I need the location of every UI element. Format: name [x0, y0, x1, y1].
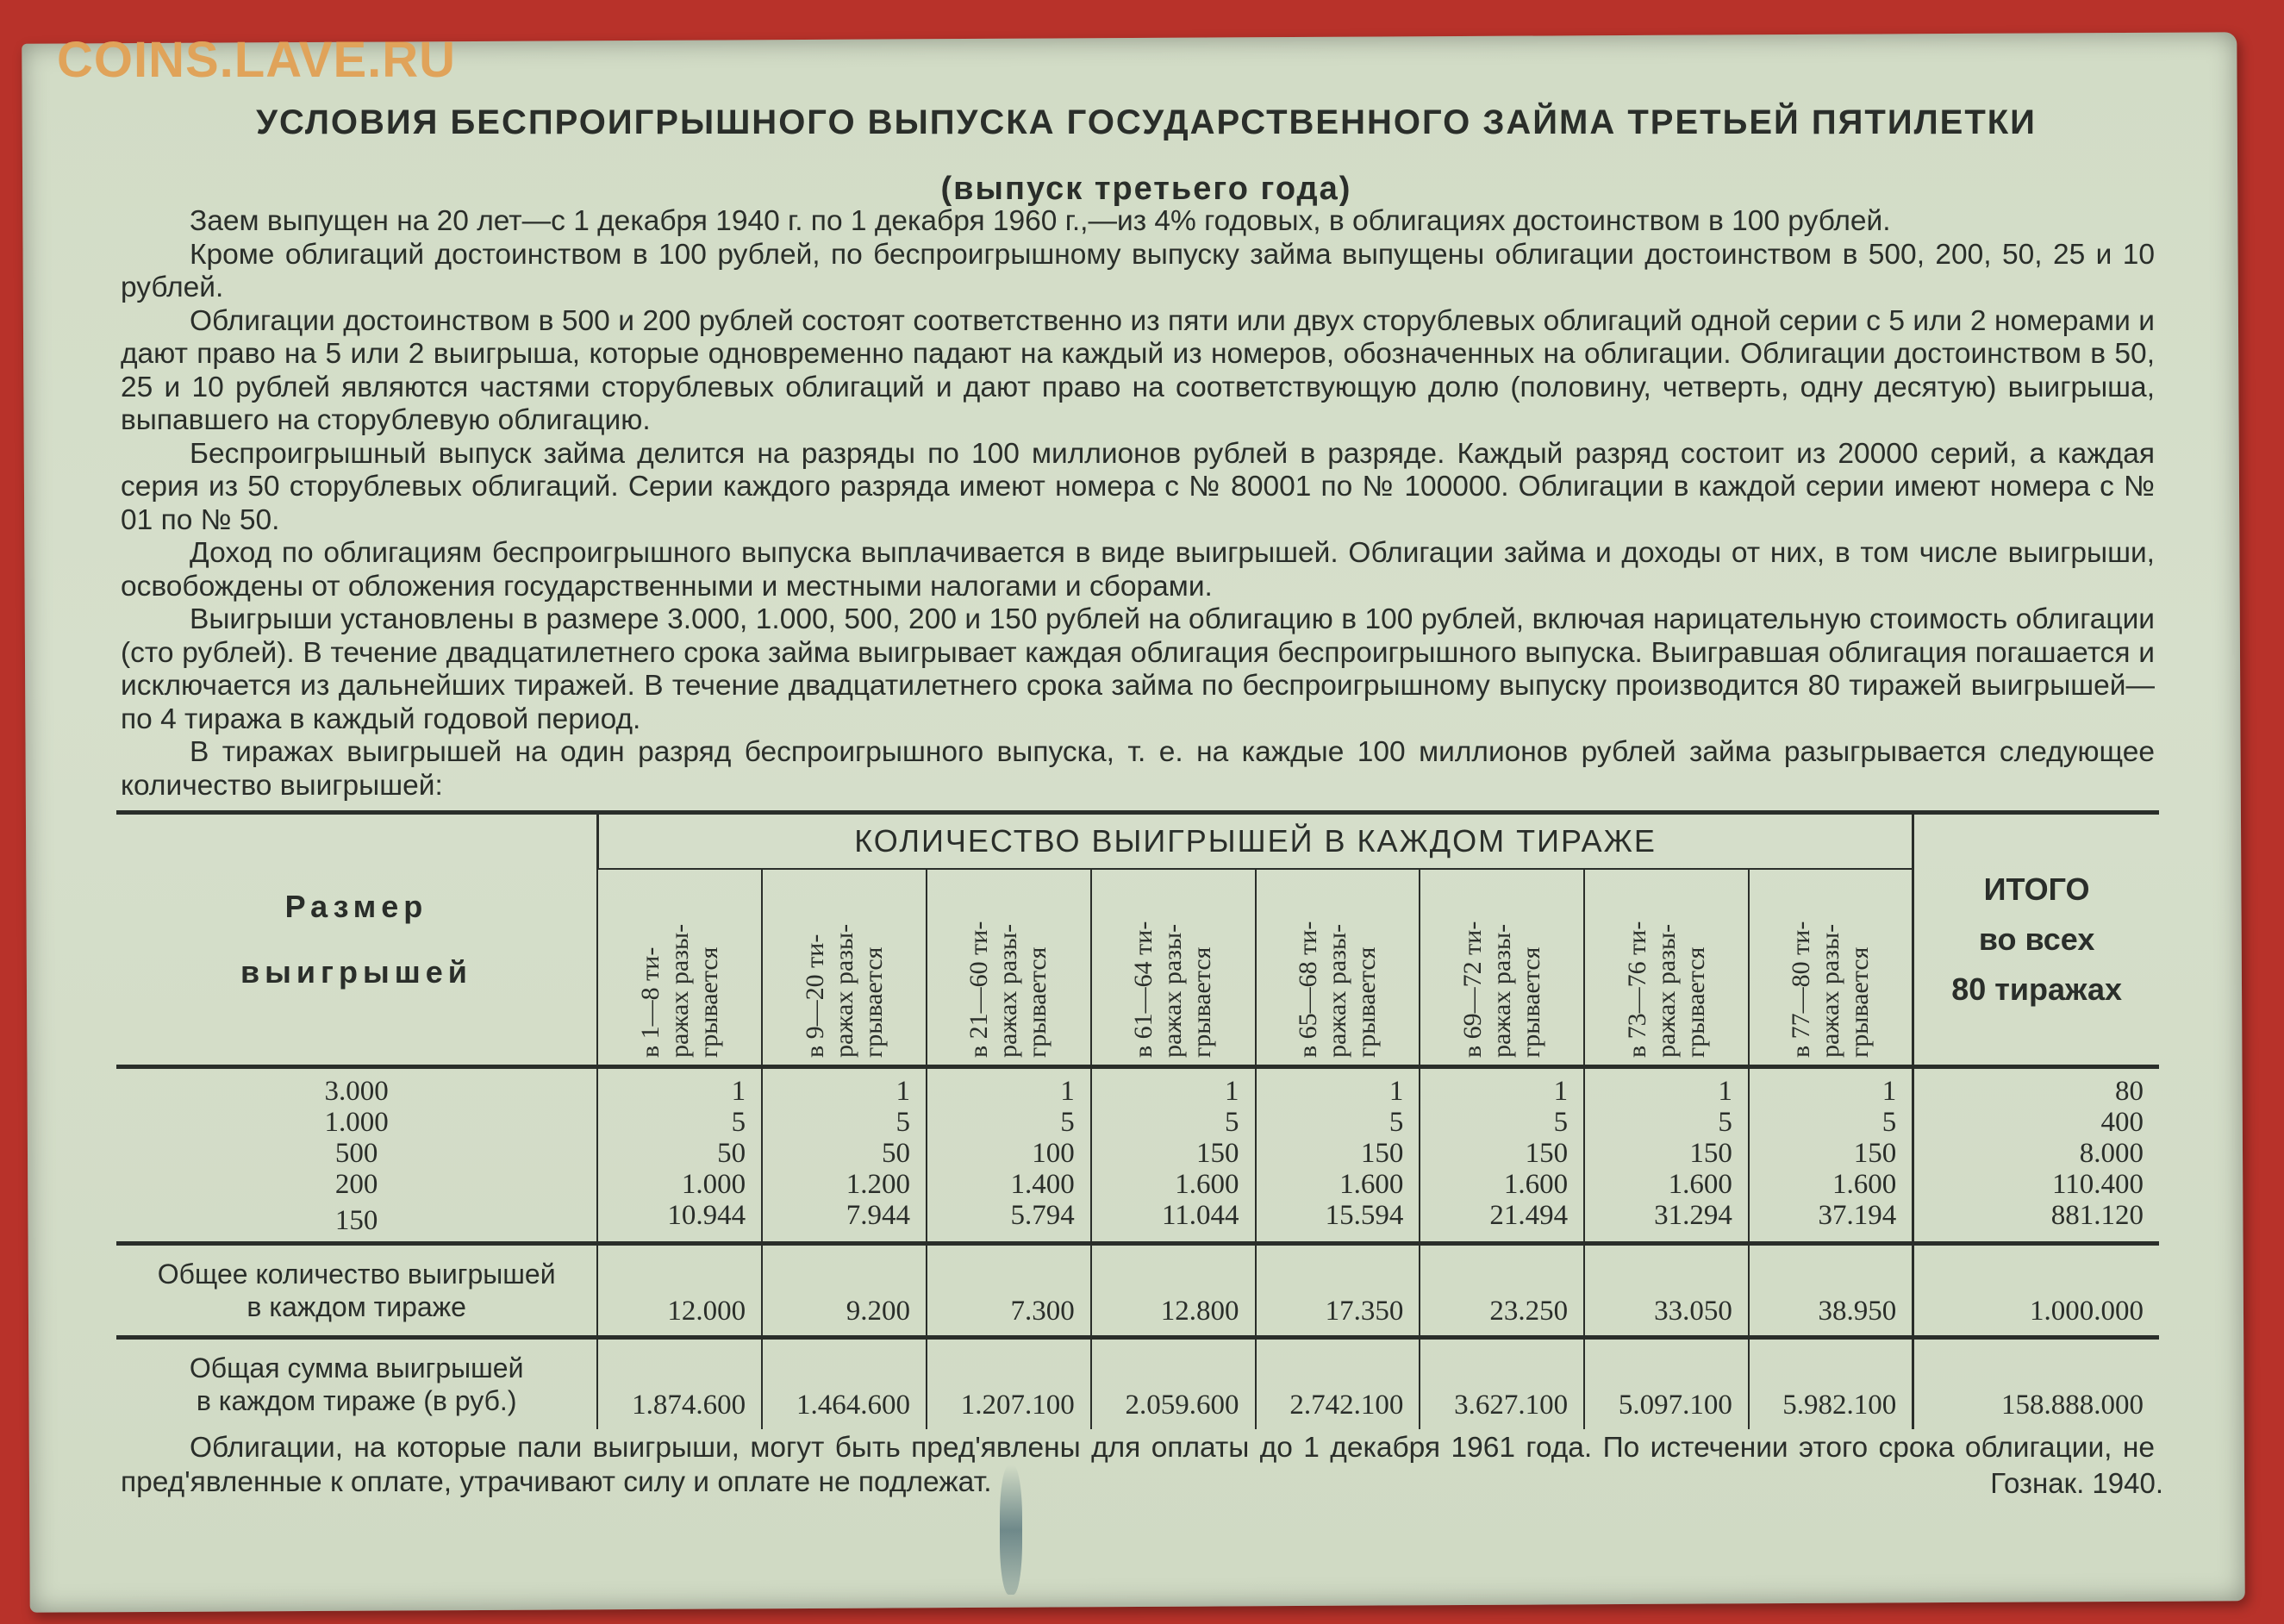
- table-cell: 1: [1584, 1067, 1749, 1108]
- table-cell: 5.097.100: [1584, 1338, 1749, 1430]
- draw-column-header: [762, 869, 927, 1067]
- draw-column-label: [1294, 877, 1382, 1058]
- paragraph: Кроме облигаций достоинством в 100 рублей, по беспроигрышному выпуску займа выпущены облигации достоинством в 500, 200, 50, 25 и 10 рублей.: [121, 238, 2155, 303]
- ink-stain: [1000, 1465, 1022, 1595]
- draw-column-label-line: грывается: [858, 946, 888, 1058]
- draw-column-label-line: ражах разы-: [829, 923, 858, 1058]
- total-header-line: во всех: [1978, 921, 2095, 957]
- table-cell: 1.600: [1584, 1169, 1749, 1200]
- paragraph: Заем выпущен на 20 лет—с 1 декабря 1940 г. по 1 декабря 1960 г.,—из 4% годовых, в облигациях достоинством в 100 рублей.: [190, 205, 1891, 237]
- draw-column-label: [801, 877, 889, 1058]
- draw-column-header: [1256, 869, 1420, 1067]
- table-cell: 1.600: [1749, 1169, 1913, 1200]
- table-cell: 50: [597, 1138, 762, 1169]
- total-column-header: [1913, 813, 2159, 1067]
- total-header-line: ИТОГО: [1983, 871, 2090, 907]
- table-cell: 1: [597, 1067, 762, 1108]
- footer-paragraph: Облигации, на которые пали выигрыши, могут быть пред'явлены для оплаты до 1 декабря 1961 года. По истечении этого срока облигации, не пред'явленные к оплате, утрачивают силу и оплате не подлежат.: [121, 1432, 2155, 1498]
- table-cell: 5: [1256, 1107, 1420, 1138]
- draw-column-label-line: грывается: [1845, 946, 1875, 1058]
- table-cell: 150: [1749, 1138, 1913, 1169]
- draw-column-header: [1420, 869, 1584, 1067]
- label-line: в каждом тираже (в руб.): [196, 1385, 517, 1416]
- table-cell: 5: [1420, 1107, 1584, 1138]
- table-cell: 1: [1420, 1067, 1584, 1108]
- draw-column-label-line: ражах разы-: [1816, 923, 1845, 1058]
- table-cell: 5: [597, 1107, 762, 1138]
- draw-column-label: [636, 877, 724, 1058]
- total-count-row: [116, 1244, 2159, 1338]
- table-cell: 1: [1749, 1067, 1913, 1108]
- table-cell: 33.050: [1584, 1244, 1749, 1338]
- table-cell: 23.250: [1420, 1244, 1584, 1338]
- table-cell: 12.800: [1091, 1244, 1256, 1338]
- table-cell: 15.594: [1256, 1200, 1420, 1244]
- size-header-line: Размер: [284, 889, 428, 924]
- draw-column-label-line: грывается: [1681, 946, 1710, 1058]
- table-cell: 1.600: [1256, 1169, 1420, 1200]
- total-sum-label: [116, 1338, 597, 1430]
- prize-size: 200: [334, 1169, 378, 1200]
- draw-column-label: [964, 877, 1052, 1058]
- table-cell: 110.400: [1913, 1169, 2159, 1200]
- table-cell: 100: [927, 1138, 1091, 1169]
- draw-column-label-line: ражах разы-: [1322, 923, 1351, 1058]
- table-cell: 158.888.000: [1913, 1338, 2159, 1430]
- printer-imprint: Гознак. 1940.: [1990, 1467, 2163, 1499]
- winnings-table: [116, 810, 2159, 1429]
- draw-column-header: [1584, 869, 1749, 1067]
- table-cell: 3.627.100: [1420, 1338, 1584, 1430]
- draw-column-label-line: в 73—76 ти-: [1622, 921, 1651, 1058]
- total-header-line: 80 тиражах: [1951, 971, 2123, 1007]
- prize-size: 500: [334, 1138, 378, 1169]
- paragraph: В тиражах выигрышей на один разряд беспроигрышного выпуска, т. е. на каждые 100 миллионов рублей займа разыгрывается следующее количество выигрышей:: [121, 736, 2155, 802]
- draw-column-label-line: в 61—64 ти-: [1129, 921, 1158, 1058]
- size-column-header: [116, 813, 597, 1067]
- table-cell: 1: [1091, 1067, 1256, 1108]
- table-cell: 1.200: [762, 1169, 927, 1200]
- draw-column-label-line: ражах разы-: [1651, 923, 1681, 1058]
- table-cell: 5: [927, 1107, 1091, 1138]
- label-line: в каждом тираже: [246, 1291, 466, 1322]
- table-cell: 5.982.100: [1749, 1338, 1913, 1430]
- table-cell: 5: [1749, 1107, 1913, 1138]
- table-row: [116, 1169, 2159, 1200]
- table-cell: 1.600: [1091, 1169, 1256, 1200]
- draw-column-label: [1458, 877, 1546, 1058]
- paragraph: Облигации достоинством в 500 и 200 рублей состоят соответственно из пяти или двух сторублевых облигаций одной серии с 5 или 2 номерами и дают право на 5 или 2 выигрыша, которые одновременно падают на каждый из номеров, обозначенных на облигации. Облигации достоинством в 50, 25 и 10 рублей являются частями сторублевых облигаций и дают право на соответствующую долю (половину, четверть, одну десятую) выигрыша, выпавшего на сторублевую облигацию.: [121, 304, 2155, 436]
- label-line: Общая сумма выигрышей: [189, 1352, 524, 1384]
- table-cell: 2.059.600: [1091, 1338, 1256, 1430]
- conditions-text: [121, 205, 2155, 803]
- table-cell: 7.944: [762, 1200, 927, 1244]
- total-count-label: [116, 1244, 597, 1338]
- draw-column-label: [1129, 877, 1217, 1058]
- paragraph: Выигрыши установлены в размере 3.000, 1.000, 500, 200 и 150 рублей на облигацию в 100 рублей, включая нарицательную стоимость облигации (сто рублей). В течение двадцатилетнего срока займа выигрывает каждая облигация беспроигрышного выпуска. Выигравшая облигация погашается и исключается из дальнейших тиражей. В течение двадцатилетнего срока займа по беспроигрышному выпуску производится 80 тиражей выигрышей—по 4 тиража в каждый годовой период.: [121, 603, 2155, 735]
- table-cell: 1.600: [1420, 1169, 1584, 1200]
- draws-group-header: КОЛИЧЕСТВО ВЫИГРЫШЕЙ В КАЖДОМ ТИРАЖЕ: [597, 813, 1913, 870]
- prize-table: [116, 810, 2159, 1429]
- table-row: [116, 1107, 2159, 1138]
- paragraph: Беспроигрышный выпуск займа делится на разряды по 100 миллионов рублей в разряде. Каждый разряд состоит из 20000 серий, а каждая серия из 50 сторублевых облигаций. Серии каждого разряда имеют номера с № 80001 по № 100000. Облигации в каждой серии имеют номера с № 01 по № 50.: [121, 437, 2155, 536]
- prize-size: 150: [334, 1205, 378, 1236]
- draw-column-header: [1749, 869, 1913, 1067]
- prize-size: 1.000: [324, 1107, 389, 1138]
- site-watermark: COINS.LAVE.RU: [57, 32, 457, 88]
- draw-column-label-line: ражах разы-: [1158, 923, 1188, 1058]
- label-line: Общее количество выигрышей: [157, 1259, 556, 1290]
- draw-column-header: [1091, 869, 1256, 1067]
- table-cell: 150: [1091, 1138, 1256, 1169]
- table-cell: 150: [1584, 1138, 1749, 1169]
- draw-column-label: [1787, 877, 1875, 1058]
- table-cell: 9.200: [762, 1244, 927, 1338]
- table-cell: 7.300: [927, 1244, 1091, 1338]
- document-title: УСЛОВИЯ БЕСПРОИГРЫШНОГО ВЫПУСКА ГОСУДАРСТВЕННОГО ЗАЙМА ТРЕТЬЕЙ ПЯТИЛЕТКИ: [256, 103, 2037, 141]
- table-cell: 400: [1913, 1107, 2159, 1138]
- table-cell: 881.120: [1913, 1200, 2159, 1244]
- table-row: [116, 1067, 2159, 1108]
- table-cell: 21.494: [1420, 1200, 1584, 1244]
- draw-column-label-line: ражах разы-: [665, 923, 694, 1058]
- table-cell: 1.000.000: [1913, 1244, 2159, 1338]
- draw-column-label: [1623, 877, 1711, 1058]
- draw-column-label-line: грывается: [694, 946, 723, 1058]
- table-cell: 17.350: [1256, 1244, 1420, 1338]
- footer-note: [121, 1431, 2155, 1500]
- table-cell: 150: [1420, 1138, 1584, 1169]
- table-cell: 37.194: [1749, 1200, 1913, 1244]
- table-cell: 2.742.100: [1256, 1338, 1420, 1430]
- table-cell: 80: [1913, 1067, 2159, 1108]
- draw-column-label-line: ражах разы-: [1487, 923, 1516, 1058]
- draw-column-label-line: в 77—80 ти-: [1787, 921, 1816, 1058]
- table-cell: 1.207.100: [927, 1338, 1091, 1430]
- table-cell: 1.000: [597, 1169, 762, 1200]
- table-cell: 50: [762, 1138, 927, 1169]
- table-cell: 11.044: [1091, 1200, 1256, 1244]
- draw-column-label-line: в 69—72 ти-: [1457, 921, 1487, 1058]
- draw-column-label-line: грывается: [1188, 946, 1217, 1058]
- table-cell: 5.794: [927, 1200, 1091, 1244]
- table-row: [116, 1200, 2159, 1244]
- table-cell: 1: [1256, 1067, 1420, 1108]
- draw-column-label-line: в 9—20 ти-: [800, 934, 829, 1058]
- prize-size: 3.000: [324, 1076, 389, 1107]
- draw-column-label-line: в 1—8 ти-: [635, 946, 665, 1058]
- table-cell: 5: [1584, 1107, 1749, 1138]
- draw-column-header: [927, 869, 1091, 1067]
- table-cell: 10.944: [597, 1200, 762, 1244]
- document-subtitle: (выпуск третьего года): [940, 171, 1352, 207]
- draw-column-label-line: грывается: [1516, 946, 1545, 1058]
- draw-column-header: [597, 869, 762, 1067]
- size-header-line: выигрышей: [240, 954, 472, 990]
- table-cell: 1.874.600: [597, 1338, 762, 1430]
- table-cell: 8.000: [1913, 1138, 2159, 1169]
- table-cell: 1: [927, 1067, 1091, 1108]
- draw-column-label-line: грывается: [1023, 946, 1052, 1058]
- draw-column-label-line: ражах разы-: [994, 923, 1023, 1058]
- draw-column-label-line: в 65—68 ти-: [1293, 921, 1322, 1058]
- table-cell: 31.294: [1584, 1200, 1749, 1244]
- draw-column-label-line: в 21—60 ти-: [964, 921, 994, 1058]
- total-sum-row: [116, 1338, 2159, 1430]
- table-cell: 5: [762, 1107, 927, 1138]
- table-cell: 1.464.600: [762, 1338, 927, 1430]
- table-cell: 5: [1091, 1107, 1256, 1138]
- table-cell: 12.000: [597, 1244, 762, 1338]
- paragraph: Доход по облигациям беспроигрышного выпуска выплачивается в виде выигрышей. Облигации займа и доходы от них, в том числе выигрыши, освобождены от обложения государственными и местными налогами и сборами.: [121, 537, 2155, 603]
- table-row: [116, 1138, 2159, 1169]
- table-cell: 1.400: [927, 1169, 1091, 1200]
- draw-column-label-line: грывается: [1351, 946, 1381, 1058]
- table-cell: 1: [762, 1067, 927, 1108]
- table-cell: 38.950: [1749, 1244, 1913, 1338]
- table-cell: 150: [1256, 1138, 1420, 1169]
